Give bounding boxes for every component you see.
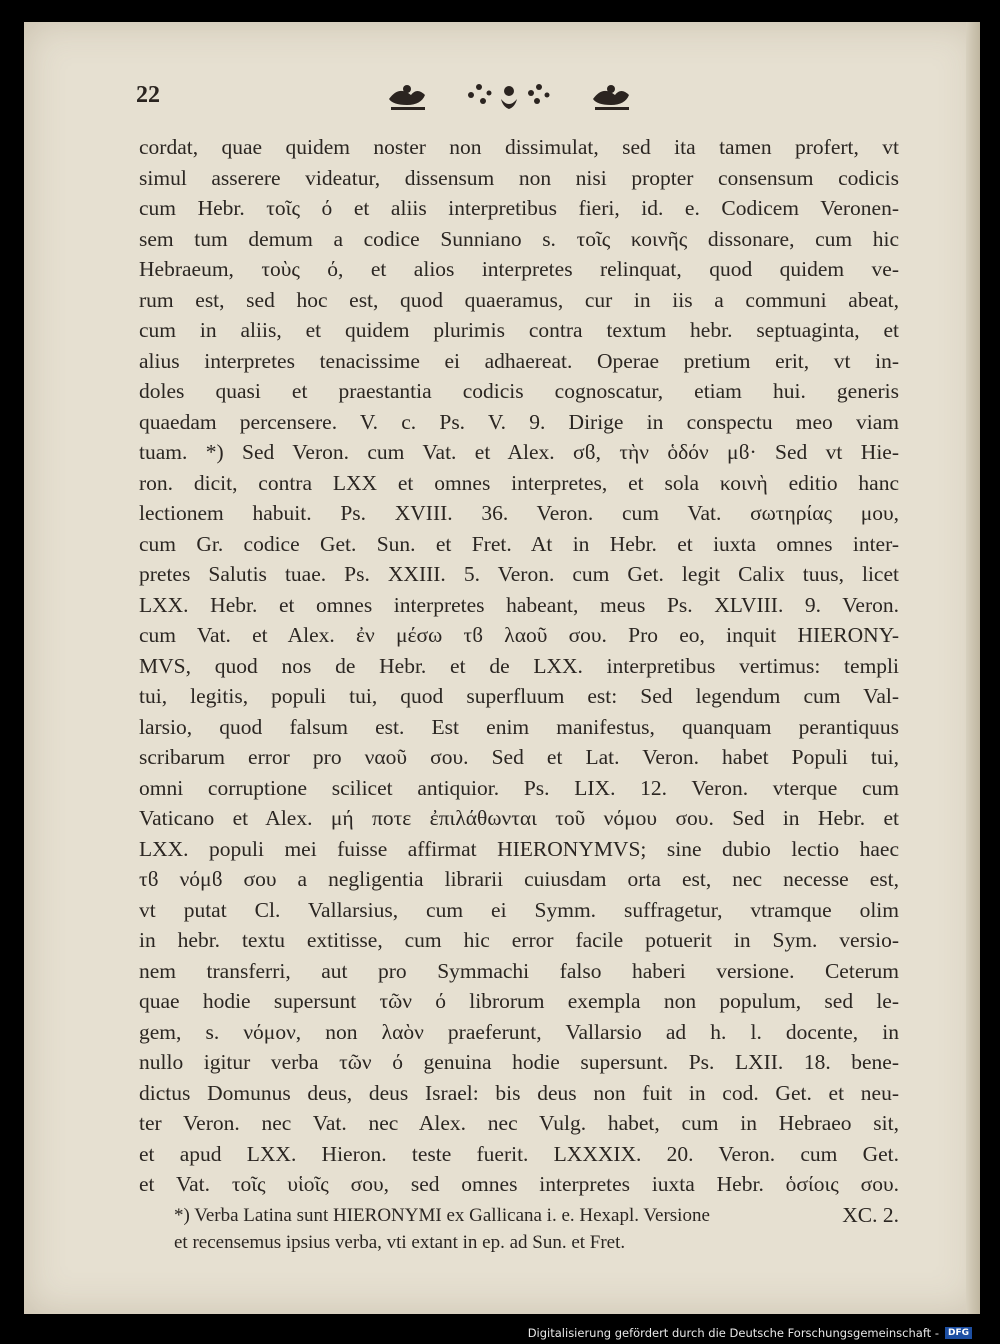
footnote-line: et recensemus ipsius verba, vti extant in ep. ad Sun. et Fret. — [174, 1232, 626, 1253]
credit-text: Digitalisierung gefördert durch die Deutsche Forschungsgemeinschaft - — [527, 1326, 939, 1340]
text-line: larsio, quod falsum est. Est enim manifestus, quanquam perantiquus — [139, 714, 899, 739]
page-edge — [966, 22, 980, 1314]
text-line: sem tum demum a codice Sunniano s. τοῖς κοινῆς dissonare, cum hic — [139, 226, 899, 251]
footnote — [174, 1202, 894, 1256]
text-line: cum Hebr. τοῖς ό et aliis interpretibus fieri, id. e. Codicem Veronen- — [139, 196, 899, 220]
text-line: Hebraeum, τοὺς ό, et alios interpretes relinquat, quod quidem ve- — [139, 257, 899, 281]
text-line: ter Veron. nec Vat. nec Alex. nec Vulg. habet, cum in Hebraeo sit, — [139, 1111, 899, 1135]
text-line: cum Vat. et Alex. ἐν μέσω τϐ λαοῦ σου. Pro eo, inquit HIERONY- — [139, 623, 899, 647]
text-line: cum in aliis, et quidem plurimis contra textum hebr. septuaginta, et — [139, 318, 899, 342]
text-line: dictus Domunus deus, deus Israel: bis deus non fuit in cod. Get. et neu- — [139, 1080, 899, 1105]
text-line: cordat, quae quidem noster non dissimulat, sed ita tamen profert, vt — [139, 135, 899, 159]
body-text — [139, 132, 899, 1230]
text-line: in hebr. textu extitisse, cum hic error facile potuerit in Sym. versio- — [139, 928, 899, 952]
text-line: lectionem habuit. Ps. XVIII. 36. Veron. cum Vat. σωτηρίας μου, — [139, 501, 899, 525]
text-line: τϐ νόμϐ σου a negligentia librarii cuiusdam orta est, nec necesse est, — [139, 867, 899, 891]
dfg-logo-icon: DFG — [945, 1327, 972, 1339]
text-line: LXX. populi mei fuisse affirmat HIERONYMVS; sine dubio lectio haec — [139, 836, 899, 861]
digitization-credit — [528, 1326, 972, 1340]
footnote-line: *) Verba Latina sunt HIERONYMI ex Gallicana i. e. Hexapl. Versione — [174, 1205, 710, 1226]
text-line: quaedam percensere. V. c. Ps. V. 9. Dirige in conspectu meo viam — [139, 409, 899, 434]
book-page — [24, 22, 980, 1314]
printers-ornament-icon — [379, 77, 639, 117]
text-line: gem, s. νόμον, non λαὸν praeferunt, Vallarsio ad h. l. docente, in — [139, 1019, 899, 1044]
text-line: omni corruptione scilicet antiquior. Ps. LIX. 12. Veron. vterque cum — [139, 775, 899, 800]
text-line: ron. dicit, contra LXX et omnes interpretes, et sola κοινὴ editio hanc — [139, 470, 899, 495]
text-line: cum Gr. codice Get. Sun. et Fret. At in Hebr. et iuxta omnes inter- — [139, 531, 899, 556]
text-line: et Vat. τοῖς υἱοῖς σου, sed omnes interpretes iuxta Hebr. ὁσίοις σου. — [139, 1172, 899, 1196]
text-line: tuam. *) Sed Veron. cum Vat. et Alex. σϐ, τὴν ὁδόν μϐ· Sed vt Hie- — [139, 440, 899, 464]
text-line: tui, legitis, populi tui, quod superfluum est: Sed legendum cum Val- — [139, 684, 899, 708]
text-line: doles quasi et praestantia codicis cognoscatur, etiam hui. generis — [139, 379, 899, 403]
text-line: pretes Salutis tuae. Ps. XXIII. 5. Veron. cum Get. legit Calix tuus, licet — [139, 562, 899, 586]
page-number: 22 — [136, 82, 160, 108]
text-line: rum est, sed hoc est, quod quaeramus, cur in iis a communi abeat, — [139, 287, 899, 312]
text-line: alius interpretes tenacissime ei adhaereat. Operae pretium erit, vt in- — [139, 348, 899, 373]
text-line: et apud LXX. Hieron. teste fuerit. LXXXIX. 20. Veron. cum Get. — [139, 1141, 899, 1166]
catchword: XC. 2. — [842, 1202, 899, 1227]
text-line: scribarum error pro ναοῦ σου. Sed et Lat. Veron. habet Populi tui, — [139, 745, 899, 769]
text-line: nem transferri, aut pro Symmachi falso haberi versione. Ceterum — [139, 958, 899, 983]
text-line: vt putat Cl. Vallarsius, cum ei Symm. suffragetur, vtramque olim — [139, 897, 899, 922]
text-line: nullo igitur verba τῶν ό genuina hodie supersunt. Ps. LXII. 18. bene- — [139, 1050, 899, 1074]
text-line: quae hodie supersunt τῶν ό librorum exempla non populum, sed le- — [139, 989, 899, 1013]
text-line: simul asserere videatur, dissensum non nisi propter consensum codicis — [139, 165, 899, 190]
text-line: Vaticano et Alex. μή ποτε ἐπιλάθωνται τοῦ νόμου σου. Sed in Hebr. et — [139, 806, 899, 830]
text-line: LXX. Hebr. et omnes interpretes habeant, meus Ps. XLVIII. 9. Veron. — [139, 592, 899, 617]
text-line: MVS, quod nos de Hebr. et de LXX. interpretibus vertimus: templi — [139, 653, 899, 678]
